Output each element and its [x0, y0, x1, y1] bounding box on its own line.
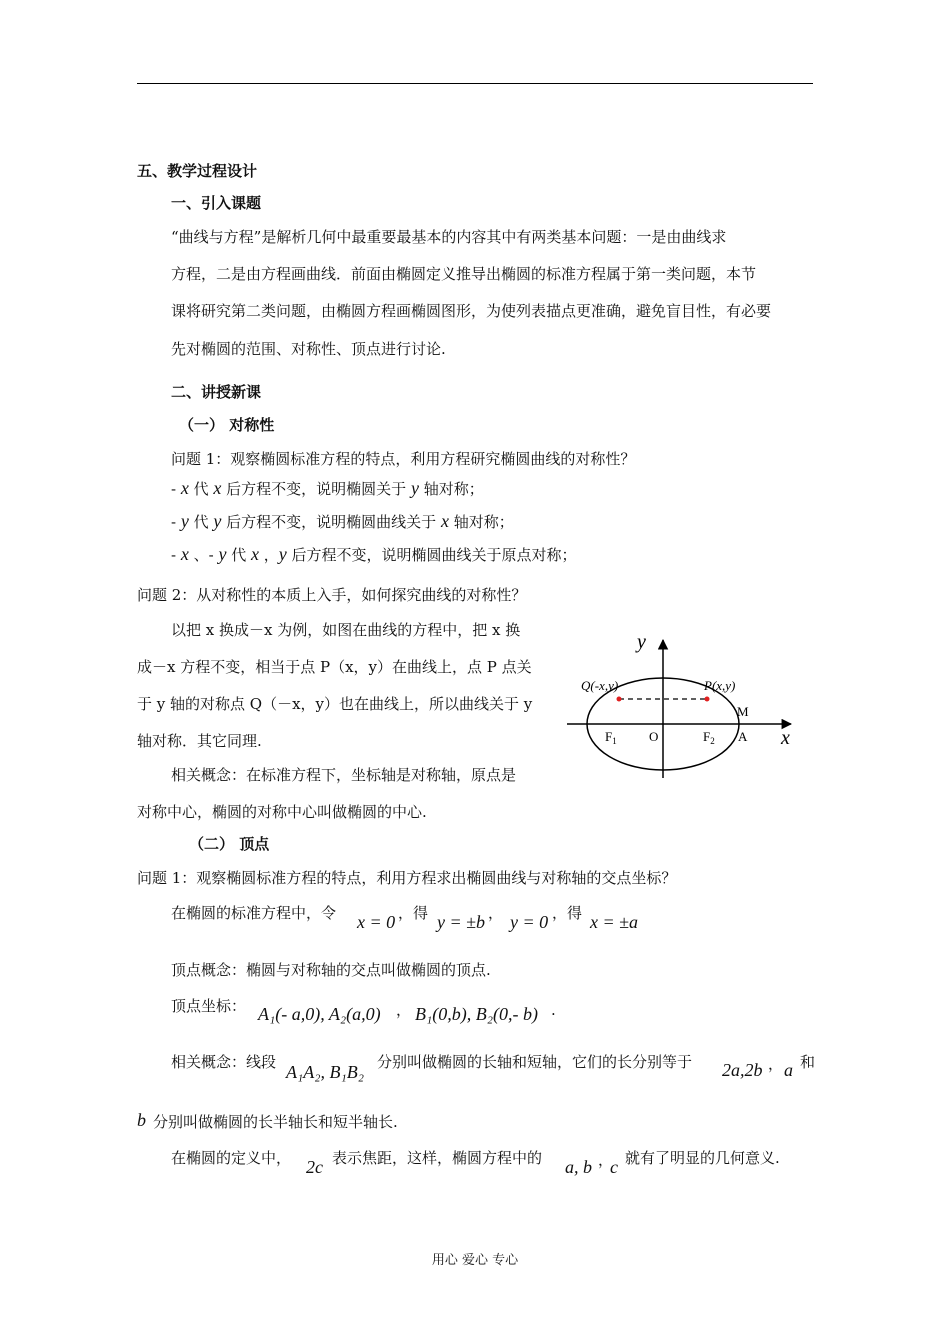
label-origin: O — [649, 729, 659, 744]
focal-text-2: 表示焦距，这样，椭圆方程中的 — [332, 1149, 543, 1167]
std-text-2: ，得 — [398, 904, 429, 922]
explain-line-1: 以把 x 换成－x 为例，如图在曲线的方程中，把 x 换 — [171, 621, 521, 639]
axes-expr-4: b — [137, 1110, 146, 1130]
axes-expr-2: 2a,2b — [722, 1060, 763, 1080]
symmetry-rule-3: - x 、- y 代 x ，y 后方程不变，说明椭圆曲线关于原点对称； — [171, 544, 577, 564]
focal-text-4: 就有了明显的几何意义. — [625, 1149, 780, 1167]
intro-line-2: 方程，二是由方程画曲线．前面由椭圆定义推导出椭圆的标准方程属于第一类问题，本节 — [171, 265, 757, 283]
axes-text-2: 分别叫做椭圆的长轴和短轴，它们的长分别等于 — [377, 1053, 693, 1071]
coords-end: . — [551, 1001, 556, 1019]
explain-line-3: 于 y 轴的对称点 Q（－x，y）也在曲线上，所以曲线关于 y — [137, 695, 533, 713]
concept-line-1: 相关概念：在标准方程下，坐标轴是对称轴，原点是 — [171, 766, 517, 784]
axes-expr-3: a — [784, 1060, 793, 1080]
label-m: M — [737, 704, 749, 719]
page-footer: 用心 爱心 专心 — [431, 1253, 519, 1268]
axes-expr-1: A₁A₂, B₁B₂ — [286, 1062, 365, 1082]
intro-line-1: “曲线与方程”是解析几何中最重要最基本的内容其中有两类基本问题：一是由曲线求 — [171, 228, 727, 246]
intro-line-4: 先对椭圆的范围、对称性、顶点进行讨论. — [171, 340, 446, 358]
focal-expr-3: c — [610, 1157, 618, 1177]
focal-expr-2: a, b — [565, 1157, 592, 1177]
header-rule — [137, 83, 813, 84]
y-axis-label: y — [637, 631, 646, 653]
vertex-question-1: 问题 1：观察椭圆标准方程的特点，利用方程求出椭圆曲线与对称轴的交点坐标？ — [137, 869, 677, 887]
axes-text-4: 和 — [800, 1053, 816, 1071]
symmetry-rule-1: - x 代 x 后方程不变，说明椭圆关于 y 轴对称； — [171, 478, 484, 498]
symmetry-question-1: 问题 1：观察椭圆标准方程的特点，利用方程研究椭圆曲线的对称性？ — [171, 450, 636, 468]
intro-line-3: 课将研究第二类问题，由椭圆方程画椭圆图形，为使列表描点更准确，避免盲目性，有必要 — [171, 302, 772, 320]
point-q — [617, 697, 622, 702]
label-f2: $F_2$ — [703, 729, 715, 746]
focal-text-1: 在椭圆的定义中， — [171, 1149, 292, 1167]
symmetry-heading: （一） 对称性 — [179, 416, 275, 434]
label-f1: $F_1$ — [605, 729, 617, 746]
point-p — [705, 697, 710, 702]
symmetry-rule-2: - y 代 y 后方程不变，说明椭圆曲线关于 x 轴对称； — [171, 511, 514, 531]
vertex-heading: （二） 顶点 — [189, 835, 270, 853]
std-text-1: 在椭圆的标准方程中，令 — [171, 904, 337, 922]
std-expr-4: x = ±a — [590, 912, 639, 932]
label-a: A — [738, 729, 748, 744]
explain-line-4: 轴对称．其它同理. — [137, 732, 262, 750]
std-expr-1: x = 0 — [357, 912, 396, 932]
vertex-coords-a: A₁(- a,0), A₂(a,0) — [258, 1004, 381, 1024]
x-axis-label: x — [781, 727, 790, 749]
std-expr-2: y = ±b — [437, 912, 486, 932]
std-text-3: ， — [488, 904, 504, 922]
coords-separator: ， — [396, 1001, 412, 1019]
axes-text-1: 相关概念：线段 — [171, 1053, 277, 1071]
intro-heading: 一、引入课题 — [171, 194, 262, 212]
ellipse-figure — [563, 628, 805, 786]
focal-text-3: ， — [598, 1151, 614, 1169]
std-expr-3: y = 0 — [510, 912, 549, 932]
concept-line-2: 对称中心，椭圆的对称中心叫做椭圆的中心. — [137, 803, 427, 821]
axes-text-5: 分别叫做椭圆的长半轴长和短半轴长. — [153, 1113, 398, 1131]
label-p: P(x,y) — [704, 678, 736, 693]
axes-text-3: ， — [768, 1055, 784, 1073]
vertex-concept: 顶点概念：椭圆与对称轴的交点叫做椭圆的顶点. — [171, 961, 491, 979]
explain-line-2: 成－x 方程不变，相当于点 P（x，y）在曲线上，点 P 点关 — [137, 658, 532, 676]
focal-expr-1: 2c — [306, 1157, 323, 1177]
label-q: Q(-x,y) — [581, 678, 619, 693]
section-title: 五、教学过程设计 — [137, 162, 258, 180]
vertex-coords-b: B₁(0,b), B₂(0,- b) — [415, 1004, 538, 1024]
std-text-4: ，得 — [552, 904, 583, 922]
lesson-heading: 二、讲授新课 — [171, 383, 262, 401]
symmetry-question-2: 问题 2：从对称性的本质上入手，如何探究曲线的对称性？ — [137, 586, 527, 604]
vertex-coords-label: 顶点坐标： — [171, 997, 247, 1015]
